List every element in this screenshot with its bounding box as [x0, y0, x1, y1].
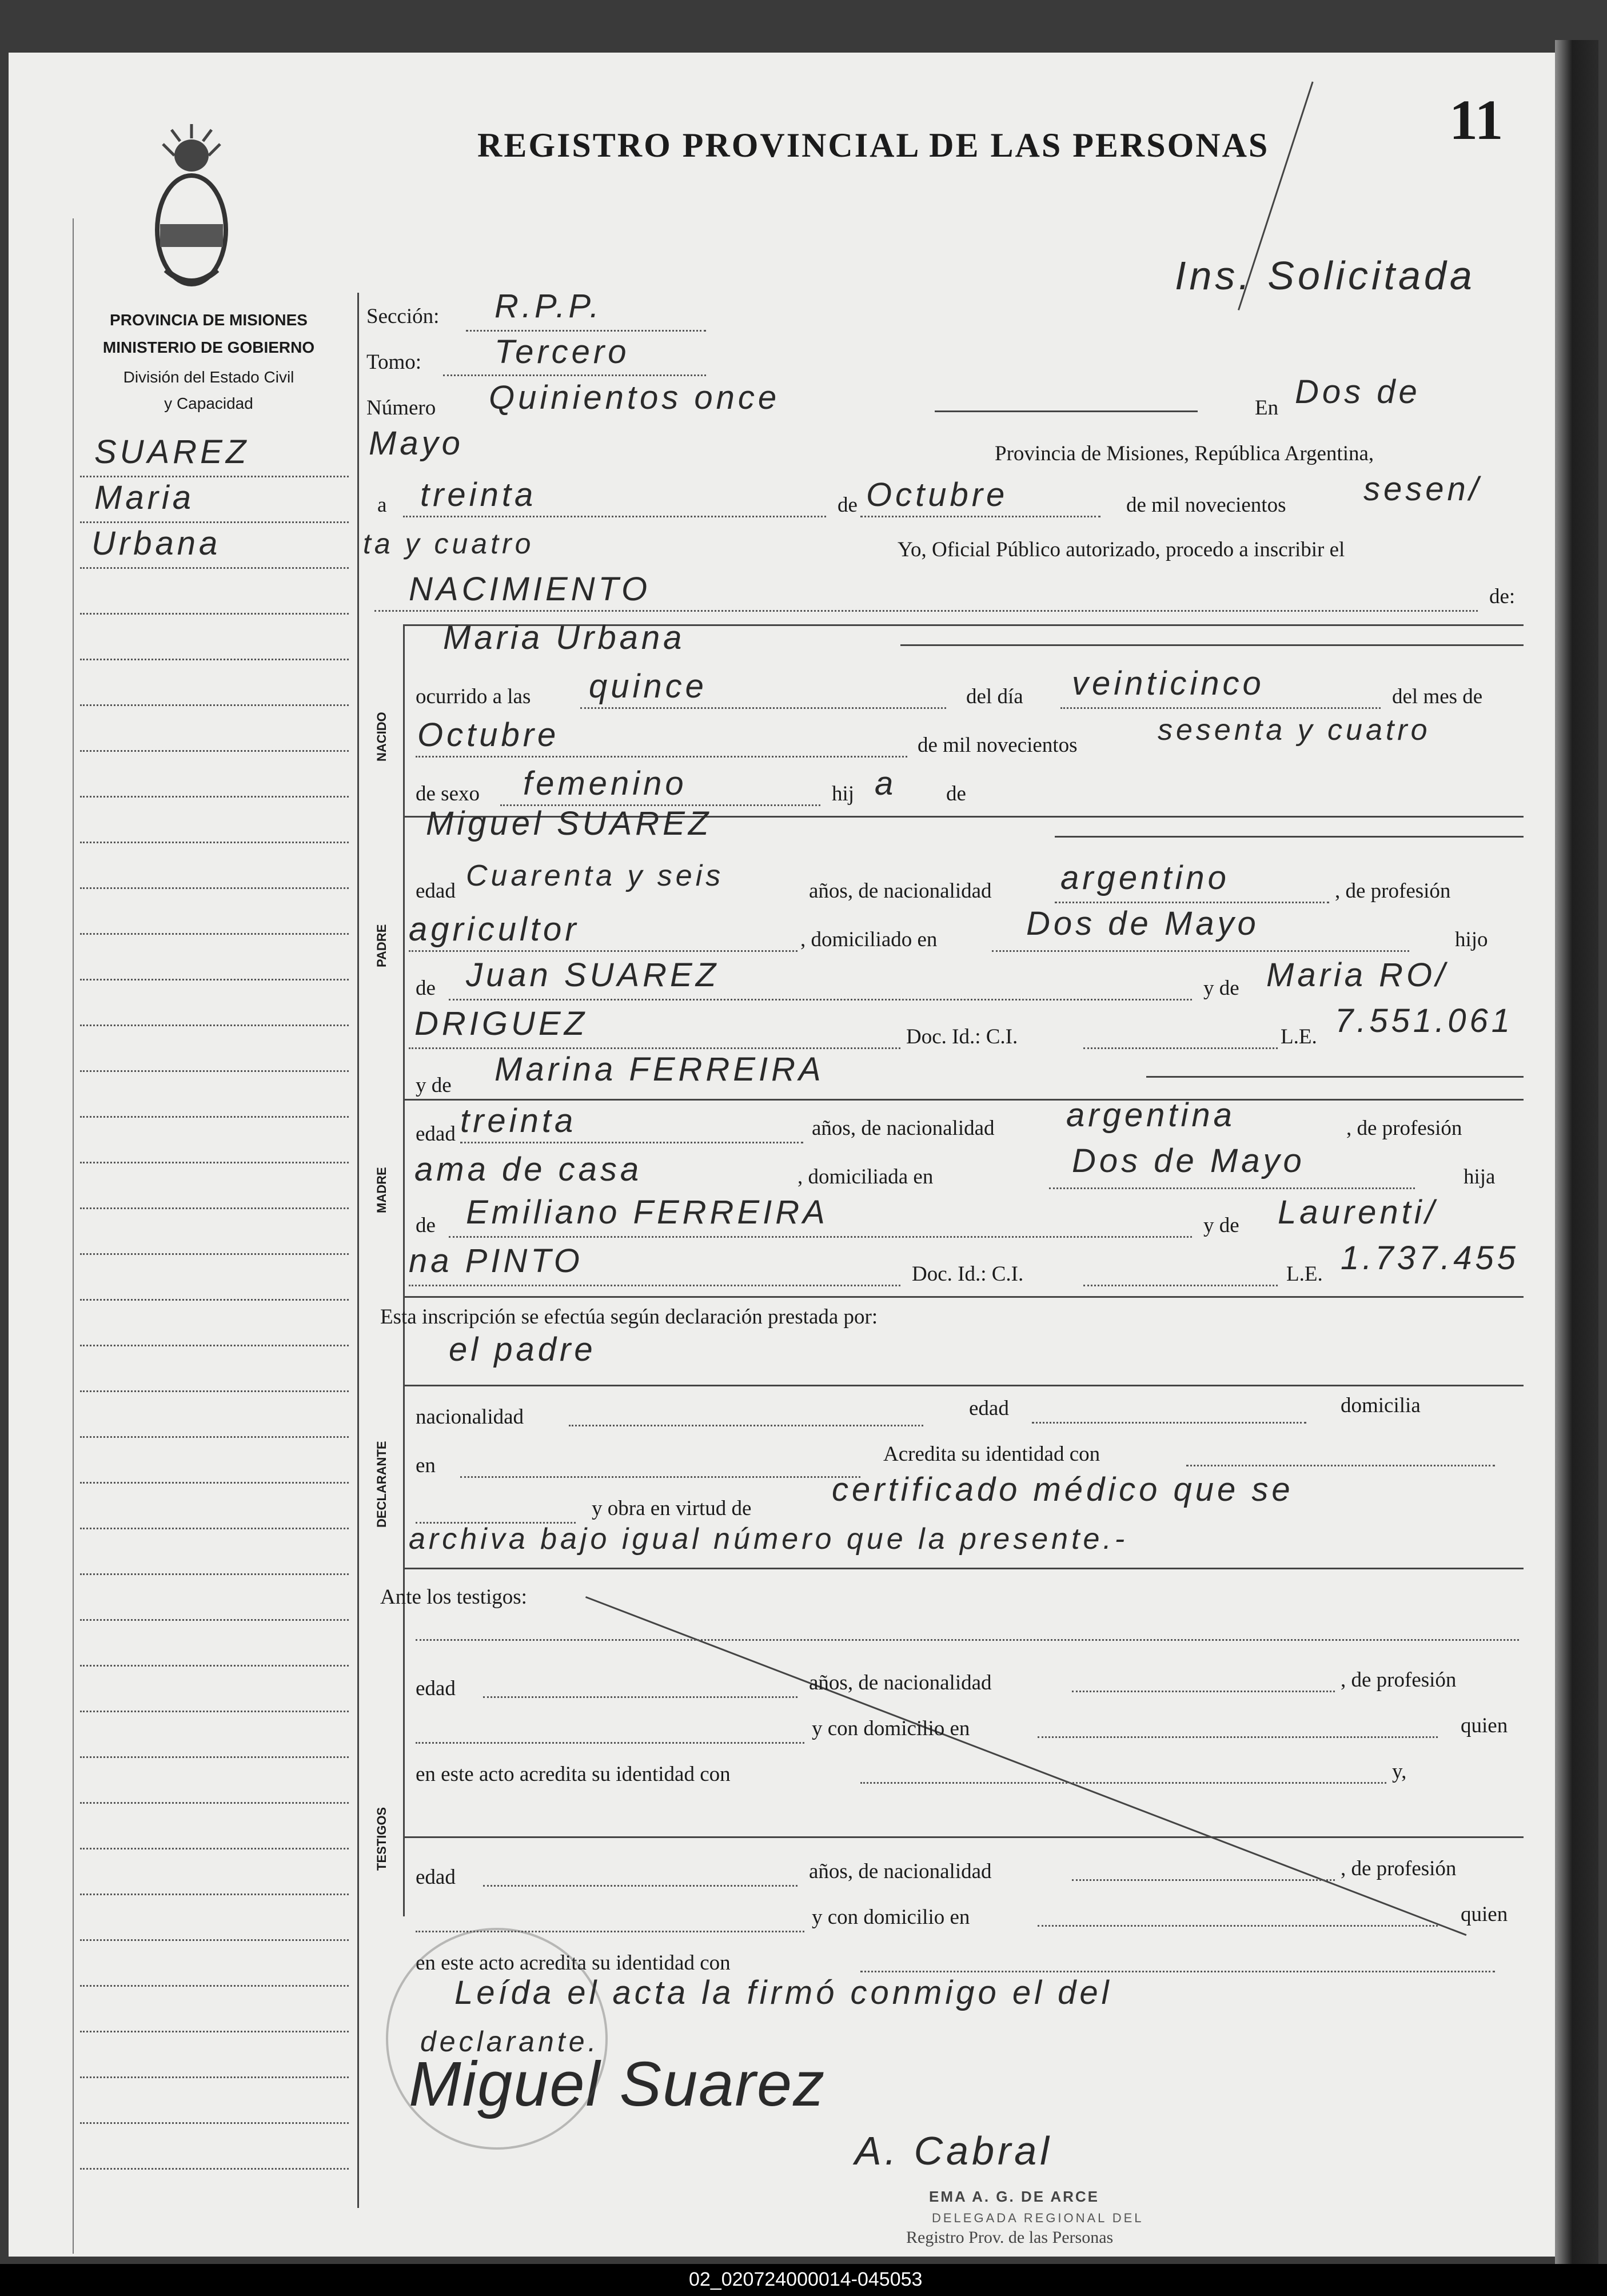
official-stamp-name: EMA A. G. DE ARCE: [929, 2188, 1100, 2205]
padre-edad-label: edad: [416, 879, 456, 903]
division-label: División del Estado Civil: [123, 368, 294, 386]
mes-value: Octubre: [866, 476, 1008, 513]
page-number: 11: [1449, 88, 1504, 152]
declarante-obra-label: y obra en virtud de: [592, 1497, 752, 1520]
declarant-signature: Miguel Suarez: [409, 2049, 826, 2119]
anio-label: de mil novecientos: [1126, 493, 1286, 517]
declaracion-value: el padre: [449, 1331, 596, 1368]
left-margin-rule: [73, 218, 74, 2254]
hij-value: a: [875, 765, 897, 802]
testigo2-nac-label: años, de nacionalidad: [809, 1860, 992, 1883]
declarante-en-label: en: [416, 1454, 436, 1477]
padre-father: Juan SUAREZ: [466, 956, 720, 994]
testigo1-edad-label: edad: [416, 1677, 456, 1700]
closing-line-1: Leída el acta la firmó conmigo el del: [454, 1974, 1112, 2011]
padre-nac: argentino: [1060, 859, 1230, 896]
section-padre: PADRE: [374, 924, 389, 967]
anio-value: sesen/: [1363, 471, 1482, 508]
declarante-obra-2: archiva bajo igual número que la presente.-: [409, 1522, 1129, 1556]
province-label: PROVINCIA DE MISIONES: [110, 311, 308, 329]
sexo-label: de sexo: [416, 782, 480, 806]
margin-surname: SUAREZ: [94, 433, 250, 471]
official-signature: A. Cabral: [855, 2128, 1052, 2173]
padre-de-label: de: [416, 976, 436, 1000]
madre-mother-2: na PINTO: [409, 1242, 583, 1279]
ministry-label: MINISTERIO DE GOBIERNO: [102, 338, 315, 356]
madre-father: Emiliano FERREIRA: [466, 1194, 828, 1231]
del-mes-label: del mes de: [1392, 685, 1483, 708]
madre-yde2-label: y de: [1203, 1214, 1239, 1237]
padre-prof-label: , de profesión: [1335, 879, 1451, 903]
footer-bar: [0, 2264, 1607, 2296]
padre-le: 7.551.061: [1335, 1002, 1514, 1039]
madre-dom: Dos de Mayo: [1072, 1142, 1305, 1179]
tomo-label: Tomo:: [366, 350, 422, 374]
nacido-anio-label: de mil novecientos: [918, 734, 1078, 757]
tomo-value: Tercero: [495, 333, 630, 370]
padre-edad: Cuarenta y seis: [466, 859, 724, 892]
place-value: Mayo: [369, 425, 464, 462]
book-binding: [1555, 40, 1598, 2264]
padre-dom-label: , domiciliado en: [800, 928, 938, 951]
madre-nac: argentina: [1066, 1097, 1235, 1134]
stamp-note: Ins. Solicitada: [1175, 253, 1476, 298]
coat-of-arms-icon: [151, 121, 232, 293]
declarante-nac-label: nacionalidad: [416, 1405, 524, 1429]
padre-mother: Maria RO/: [1266, 956, 1449, 994]
declarante-acredita-label: Acredita su identidad con: [883, 1442, 1100, 1466]
padre-yde-label: y de: [1203, 976, 1239, 1000]
testigo2-dom-label: y con domicilio en: [812, 1906, 970, 1929]
division-label-2: y Capacidad: [164, 394, 253, 412]
nacido-name: Maria Urbana: [443, 619, 685, 656]
declarante-obra: certificado médico que se: [832, 1471, 1294, 1508]
margin-name-2: Urbana: [91, 525, 221, 562]
madre-edad: treinta: [460, 1102, 577, 1139]
testigo1-quien-label: quien: [1461, 1714, 1508, 1737]
footer-id: 02_020724000014-045053: [689, 2269, 923, 2290]
official-stamp-title: DELEGADA REGIONAL DEL: [932, 2211, 1144, 2225]
testigo1-nac-label: años, de nacionalidad: [809, 1671, 992, 1695]
testigo1-acto-label: en este acto acredita su identidad con: [416, 1763, 731, 1786]
padre-doc-label: Doc. Id.: C.I.: [906, 1025, 1018, 1049]
testigo1-prof-label: , de profesión: [1341, 1668, 1457, 1692]
en-label: En: [1255, 396, 1279, 420]
testigo1-dom-label: y con domicilio en: [812, 1717, 970, 1740]
testigo2-quien-label: quien: [1461, 1903, 1508, 1926]
padre-name: Miguel SUAREZ: [426, 805, 712, 842]
section-madre: MADRE: [374, 1167, 389, 1213]
seccion-label: Sección:: [366, 305, 440, 328]
madre-doc-label: Doc. Id.: C.I.: [912, 1262, 1024, 1286]
en-value: Dos de: [1295, 373, 1421, 410]
declarante-dom-label: domicilia: [1341, 1394, 1421, 1417]
section-rule: [403, 624, 405, 1916]
closing-line-2: declarante.: [420, 2026, 600, 2058]
padre-hijo-label: hijo: [1455, 928, 1488, 951]
numero-label: Número: [366, 396, 436, 420]
madre-edad-label: edad: [416, 1122, 456, 1146]
madre-prof: ama de casa: [414, 1151, 643, 1188]
madre-prof-label: , de profesión: [1346, 1117, 1462, 1140]
document-title: REGISTRO PROVINCIAL DE LAS PERSONAS: [477, 126, 1270, 164]
numero-value: Quinientos once: [489, 379, 780, 416]
seccion-value: R.P.P.: [495, 288, 603, 325]
testigo2-prof-label: , de profesión: [1341, 1857, 1457, 1880]
madre-nac-label: años, de nacionalidad: [812, 1117, 995, 1140]
section-nacido: NACIDO: [374, 712, 389, 762]
hij-label: hij: [832, 782, 855, 806]
padre-mother-2: DRIGUEZ: [414, 1005, 588, 1042]
madre-yde-label: y de: [416, 1074, 452, 1097]
register-page: [9, 53, 1555, 2257]
hora-value: quince: [589, 668, 707, 705]
a-label: a: [377, 493, 387, 517]
oficial-text: Yo, Oficial Público autorizado, procedo a inscribir el: [898, 538, 1345, 561]
madre-de-label: de: [416, 1214, 436, 1237]
declaracion-text: Esta inscripción se efectúa según declaración prestada por:: [380, 1305, 878, 1329]
official-stamp-office: Registro Prov. de las Personas: [906, 2228, 1114, 2247]
anio-value-2: ta y cuatro: [363, 528, 535, 560]
padre-le-label: L.E.: [1281, 1025, 1317, 1049]
madre-le-label: L.E.: [1286, 1262, 1323, 1286]
nacido-dia: veinticinco: [1072, 665, 1265, 702]
de-colon: de:: [1489, 585, 1516, 608]
section-testigos: TESTIGOS: [374, 1807, 389, 1871]
section-declarante: DECLARANTE: [374, 1441, 389, 1528]
nacido-anio: sesenta y cuatro: [1158, 713, 1431, 747]
nacido-mes: Octubre: [417, 716, 560, 754]
madre-le: 1.737.455: [1341, 1239, 1520, 1277]
testigo2-edad-label: edad: [416, 1866, 456, 1889]
round-seal: [386, 1928, 608, 2150]
madre-name: Marina FERREIRA: [495, 1051, 824, 1088]
main-left-rule: [357, 293, 359, 2208]
de-label: de: [838, 493, 858, 517]
madre-dom-label: , domiciliada en: [797, 1165, 934, 1189]
acta-value: NACIMIENTO: [409, 571, 651, 608]
testigo2-acto-label: en este acto acredita su identidad con: [416, 1951, 731, 1975]
nacido-de-label: de: [946, 782, 966, 806]
declarante-edad-label: edad: [969, 1397, 1009, 1420]
ante-label: Ante los testigos:: [380, 1585, 527, 1609]
padre-prof: agricultor: [409, 911, 580, 948]
margin-name-1: Maria: [94, 479, 195, 516]
sexo-value: femenino: [523, 765, 687, 802]
del-dia-label: del día: [966, 685, 1023, 708]
padre-dom: Dos de Mayo: [1026, 905, 1259, 942]
provincia-text: Provincia de Misiones, República Argentina,: [995, 442, 1374, 465]
testigo1-y-label: y,: [1392, 1760, 1407, 1783]
ocurrido-label: ocurrido a las: [416, 685, 531, 708]
madre-hija-label: hija: [1464, 1165, 1496, 1189]
dia-value: treinta: [420, 476, 537, 513]
madre-mother: Laurenti/: [1278, 1194, 1438, 1231]
padre-nac-label: años, de nacionalidad: [809, 879, 992, 903]
